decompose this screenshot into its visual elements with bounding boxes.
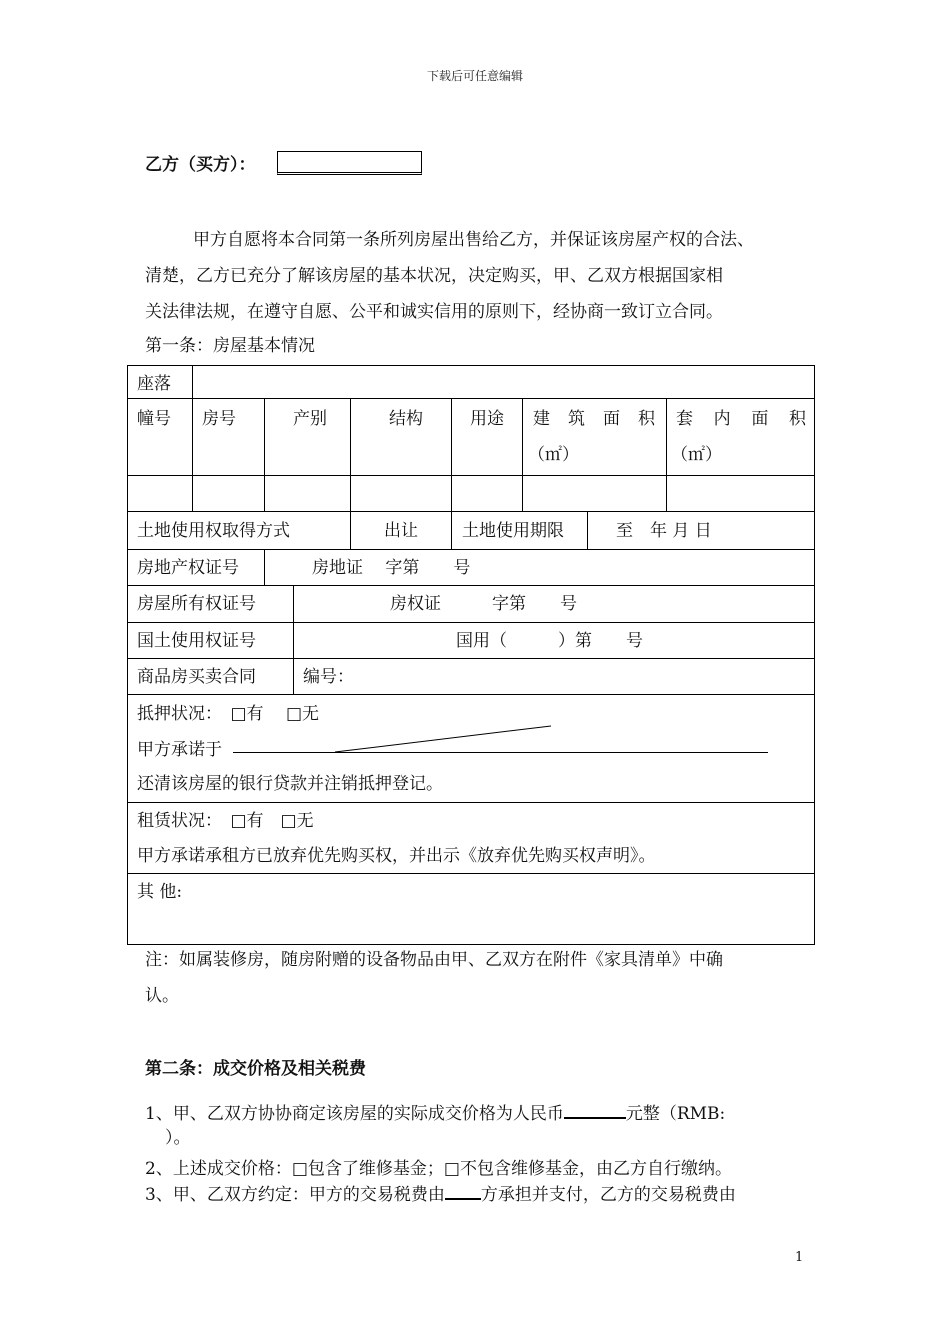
location-value[interactable] (198, 369, 808, 393)
clause-1-text-a: 1、甲、乙双方协协商定该房屋的实际成交价格为人民币 (145, 1104, 564, 1124)
note-line-1: 注：如属装修房，随房附赠的设备物品由甲、乙双方在附件《家具清单》中确 (145, 950, 723, 970)
mortgage-status: 抵押状况： □有 □无 (137, 704, 320, 724)
mortgage-clear: 还清该房屋的银行贷款并注销抵押登记。 (137, 774, 443, 794)
inner-area-unit: （㎡） (671, 445, 722, 465)
build-area-unit: （㎡） (528, 445, 579, 465)
lease-promise: 甲方承诺承租方已放弃优先购买权，并出示《放弃优先购买权声明》。 (137, 846, 656, 866)
build-area-label: 建 筑 面 积 (533, 409, 655, 429)
clause-3-text-b: 方承担并支付，乙方的交易税费由 (480, 1185, 736, 1205)
building-no-label: 幢号 (137, 409, 171, 429)
lease-status: 租赁状况： □有 □无 (137, 811, 314, 831)
clause-1 (145, 1102, 815, 1150)
note-line-2: 认。 (145, 986, 179, 1006)
land-acquire-label: 土地使用权取得方式 (137, 521, 290, 541)
usage-label: 用途 (470, 409, 504, 429)
house-cert-value: 房权证 字第 号 (390, 594, 577, 614)
article-1-title: 第一条：房屋基本情况 (145, 336, 315, 356)
others-label: 其 他: (137, 882, 183, 902)
article-2-title: 第二条：成交价格及相关税费 (145, 1059, 366, 1079)
inner-area-label: 套 内 面 积 (676, 409, 806, 429)
clause-3 (145, 1180, 815, 1205)
clause-3-text-a: 3、甲、乙双方约定：甲方的交易税费由 (145, 1185, 445, 1205)
party-b-name-field[interactable] (277, 151, 422, 175)
land-cert-label: 国土使用权证号 (137, 631, 256, 651)
land-acquire-value: 出让 (384, 521, 418, 541)
location-label: 座落 (137, 374, 171, 394)
realty-cert-label: 房地产权证号 (137, 558, 239, 578)
room-no-label: 房号 (202, 409, 236, 429)
land-cert-value: 国用（ ）第 号 (456, 631, 643, 651)
house-cert-label: 房屋所有权证号 (137, 594, 256, 614)
land-term-value: 至 年 月 日 (616, 521, 712, 541)
page-header: 下载后可任意编辑 (426, 69, 523, 83)
intro-line-2: 清楚，乙方已充分了解该房屋的基本状况，决定购买，甲、乙双方根据国家相 (145, 266, 723, 286)
clause-1-text-b: 元整（RMB: (625, 1104, 726, 1124)
mortgage-promise: 甲方承诺于 (137, 740, 222, 760)
intro-line-3: 关法律法规，在遵守自愿、公平和诚实信用的原则下，经协商一致订立合同。 (145, 302, 723, 322)
note-paragraph (145, 942, 815, 1014)
intro-line-1: 甲方自愿将本合同第一条所列房屋出售给乙方，并保证该房屋产权的合法、 (193, 230, 754, 250)
price-blank[interactable] (564, 1103, 626, 1119)
strikethrough-line (333, 722, 555, 756)
sale-contract-value: 编号： (303, 667, 354, 687)
property-info-table (127, 365, 815, 945)
property-type-label: 产别 (293, 409, 327, 429)
structure-label: 结构 (389, 409, 423, 429)
intro-paragraph (145, 222, 815, 330)
party-b-label: 乙方（买方）： (145, 155, 256, 175)
realty-cert-value: 房地证 字第 号 (312, 558, 471, 578)
tax-payer-blank[interactable] (445, 1184, 481, 1200)
land-term-label: 土地使用期限 (462, 521, 564, 541)
page-number: 1 (795, 1250, 804, 1265)
clause-1-text-c: ）。 (165, 1128, 191, 1148)
clause-2: 2、上述成交价格：□包含了维修基金；□不包含维修基金，由乙方自行缴纳。 (145, 1159, 732, 1179)
sale-contract-label: 商品房买卖合同 (137, 667, 256, 687)
